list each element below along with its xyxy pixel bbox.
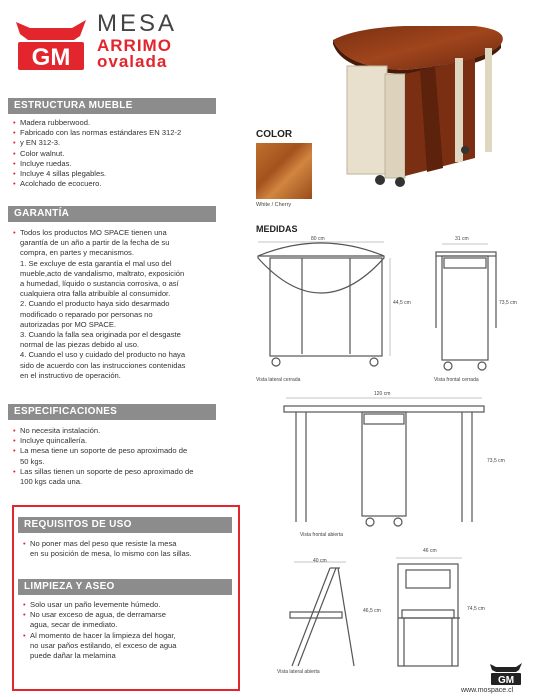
list-item: • Incluye quincallería. (20, 436, 237, 446)
drawing-caption: Vista frontal abierta (300, 532, 343, 538)
logo-text: GM (31, 44, 71, 71)
list-item: • Solo usar un paño levemente húmedo. (30, 600, 234, 610)
drawing-caption: Vista lateral cerrada (256, 377, 301, 383)
color-heading: COLOR (256, 129, 293, 140)
garantia-line: 1. Se excluye de esta garantía el mal uso del (20, 258, 172, 268)
list-item: • Al momento de hacer la limpieza del hogar, (30, 631, 234, 641)
garantia-text (12, 228, 237, 381)
product-title: MESA (97, 10, 178, 37)
estructura-heading: ESTRUCTURA MUEBLE (8, 98, 216, 114)
drawing-silla-lateral-abierta (272, 558, 362, 672)
dim-label: 73,5 cm (499, 300, 517, 306)
garantia-line: 4. Cuando el uso y cuidado del producto no haya (20, 350, 186, 360)
color-swatch (256, 143, 312, 199)
garantia-line: mueble,acto de vandalismo, maltrato, exposición (20, 268, 185, 278)
especificaciones-list (12, 426, 237, 487)
color-swatch-label: White / Cherry (256, 202, 292, 208)
product-subtitle-1: ARRIMO (97, 36, 172, 55)
list-item: • Color walnut. (20, 149, 227, 159)
dim-label: 31 cm (455, 236, 469, 242)
drawing-vista-frontal-abierta (282, 392, 488, 532)
dim-label: 74,5 cm (467, 606, 485, 612)
drawing-vista-lateral-cerrada (252, 234, 392, 374)
product-subtitle-2: ovalada (97, 52, 168, 71)
svg-text:GM: GM (497, 675, 515, 686)
garantia-line: garantía de un año a partir de la fecha de su (20, 238, 170, 248)
list-item-cont: 50 kgs. (20, 456, 45, 466)
garantia-line: en el instructivo de operación. (20, 370, 121, 380)
list-item: • No necesita instalación. (20, 426, 237, 436)
product-photo (325, 18, 525, 190)
dim-label: 40 cm (313, 558, 327, 564)
list-item-cont: 100 kgs cada una. (20, 477, 83, 487)
drawing-silla-frontal (390, 556, 468, 674)
limpieza-list (22, 600, 234, 661)
footer-url: www.mospace.cl (461, 687, 514, 694)
list-item: • Incluye ruedas. (20, 159, 227, 169)
footer-logo (488, 662, 524, 686)
list-item: • No poner mas del peso que resiste la mesa (30, 539, 234, 549)
limpieza-heading: LIMPIEZA Y ASEO (18, 579, 232, 595)
garantia-line: compra, en partes y mecanismos. (20, 248, 134, 258)
medidas-heading: MEDIDAS (256, 224, 298, 234)
estructura-list (12, 118, 227, 189)
requisitos-list (22, 539, 234, 559)
garantia-line: cualquiera otra falla atribuible al consumidor. (20, 289, 171, 299)
garantia-line: a humedad, líquido o sustancia corrosiva, o así (20, 279, 179, 289)
dim-label: 120 cm (374, 391, 391, 397)
list-item: • La mesa tiene un soporte de peso aproximado de (20, 446, 237, 456)
dim-label: 46,5 cm (363, 608, 381, 614)
list-item: • Acolchado de ecocuero. (20, 179, 227, 189)
garantia-line: 3. Cuando la falla sea originada por el desgaste (20, 330, 181, 340)
list-item: • y EN 312-3. (20, 138, 227, 148)
dim-label: 44,5 cm (393, 300, 411, 306)
list-item-cont: no usar paños estilando, el exceso de agua (30, 640, 177, 650)
brand-logo (10, 14, 92, 74)
list-item-cont: puede dañar la melamina (30, 651, 116, 661)
list-item: • Las sillas tienen un soporte de peso aproximado de (20, 467, 237, 477)
garantia-line: 2. Cuando el producto haya sido desarmado (20, 299, 170, 309)
dim-label: 73,5 cm (487, 458, 505, 464)
garantia-heading: GARANTÍA (8, 206, 216, 222)
list-item: • No usar exceso de agua, de derramarse (30, 610, 234, 620)
list-item: • Madera rubberwood. (20, 118, 227, 128)
list-item-cont: en su posición de mesa, lo mismo con las sillas. (30, 549, 192, 559)
garantia-line: normal de las piezas debido al uso. (20, 340, 140, 350)
drawing-vista-frontal-cerrada (434, 240, 502, 374)
dim-label: 80 cm (311, 236, 325, 242)
list-item: • Fabricado con las normas estándares EN 312-2 (20, 128, 227, 138)
especificaciones-heading: ESPECIFICACIONES (8, 404, 216, 420)
drawing-caption: Vista frontal cerrada (434, 377, 479, 383)
garantia-line: modificado o reparado por personas no (20, 309, 153, 319)
garantia-line: autorizadas por MO SPACE. (20, 319, 117, 329)
list-item: • Incluye 4 sillas plegables. (20, 169, 227, 179)
list-item-cont: agua, secar de inmediato. (30, 620, 118, 630)
dim-label: 46 cm (423, 548, 437, 554)
garantia-line: • Todos los productos MO SPACE tienen una (20, 228, 237, 238)
garantia-line: sido de acuerdo con las instrucciones contenidas (20, 360, 186, 370)
requisitos-heading: REQUISITOS DE USO (18, 517, 232, 533)
drawing-caption: Vista lateral abierta (277, 669, 320, 675)
